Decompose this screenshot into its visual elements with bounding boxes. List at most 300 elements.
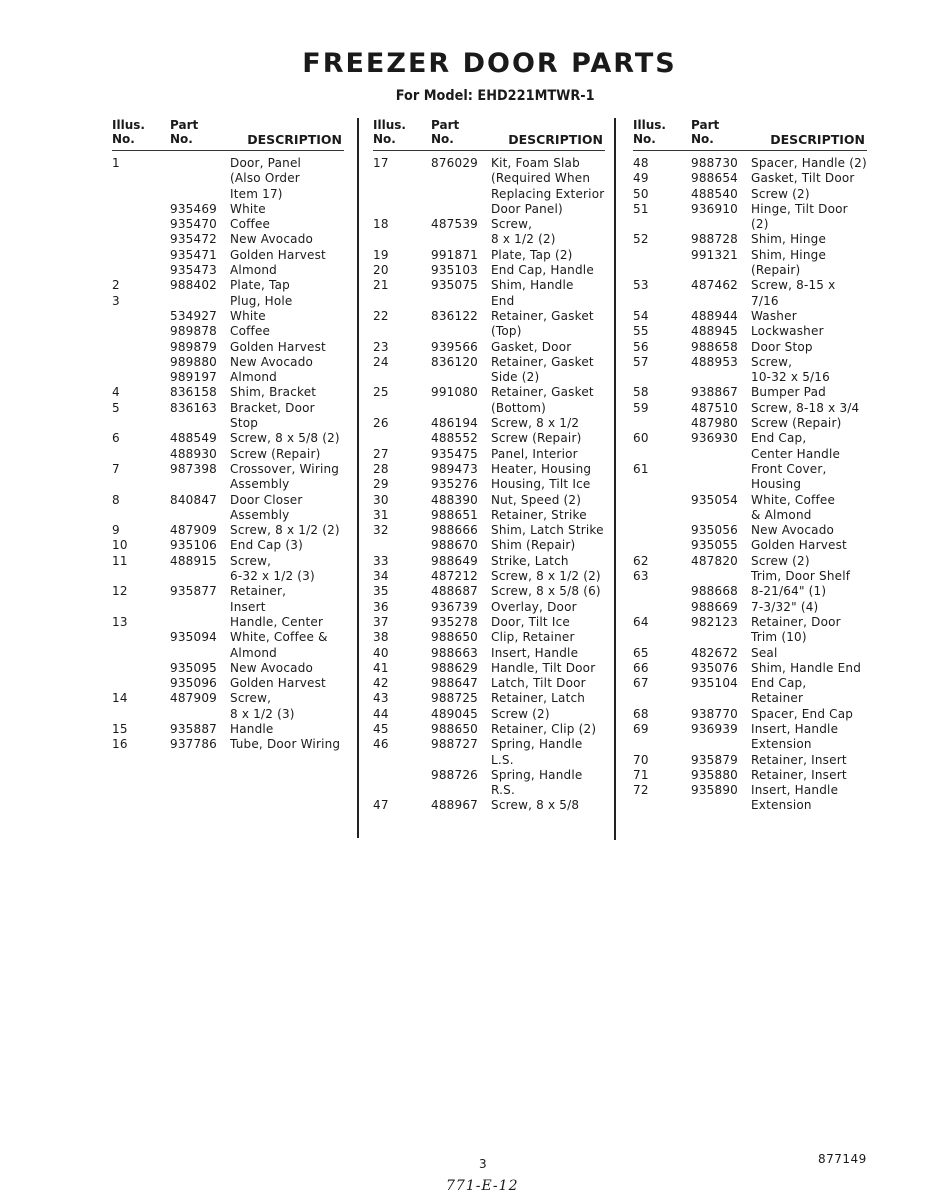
part-description: Almond [230,370,277,385]
part-description: Insert, Handle Extension [751,783,839,813]
part-description: New Avocado [751,523,835,538]
part-description: Spacer, Handle (2) [751,156,867,170]
part-description: Trim, Door Shelf [751,569,851,584]
part-description: Door Stop [751,339,813,354]
table-row [112,401,344,432]
table-row [633,156,867,171]
part-number: 487980 [691,416,739,431]
table-row [633,248,867,279]
part-number: 840847 [170,492,218,507]
part-number: 836158 [170,385,218,400]
table-row [633,355,867,386]
part-description: Tube, Door Wiring [230,737,341,752]
illus-number: 9 [112,523,120,538]
part-description: End Cap, Handle [491,263,594,278]
part-number: 935469 [170,201,218,216]
illus-number: 6 [112,431,120,446]
illus-number: 62 [633,553,649,568]
illus-number [112,340,170,355]
part-description: Screw, 6-32 x 1/2 (3) [230,553,315,584]
table-row [373,477,605,492]
table-row [112,615,344,630]
header-part-no [691,118,719,146]
part-number: 935879 [691,752,739,767]
table-row [633,431,867,462]
illus-number: 50 [633,186,649,201]
illus-number [112,202,170,217]
part-number: 988650 [431,721,479,736]
header-illus-no [633,118,666,146]
table-row [633,385,867,400]
illus-number: 19 [373,247,389,262]
parts-rows [112,156,344,753]
part-number: 935056 [691,523,739,538]
part-description: Shim, Hinge [751,232,827,247]
part-number: 988663 [431,645,479,660]
illus-number [633,584,691,599]
illus-number: 32 [373,523,389,538]
illus-number: 71 [633,767,649,782]
illus-number: 61 [633,461,649,476]
part-number: 935076 [691,660,739,675]
part-number: 488953 [691,354,739,369]
part-description: Panel, Interior [491,446,578,461]
table-row [373,661,605,676]
header-part-line2: No. [170,132,193,146]
table-row [633,202,867,233]
part-description: Latch, Tilt Door [491,676,586,691]
header-illus-line2: No. [112,132,135,146]
table-row [373,508,605,523]
table-row [112,462,344,493]
part-description: Clip, Retainer [491,630,575,645]
table-row [112,370,344,385]
table-row [112,676,344,691]
part-number: 935472 [170,232,218,247]
part-description: Overlay, Door [491,599,577,614]
part-number: 988727 [431,737,479,752]
table-row [633,232,867,247]
illus-number: 26 [373,416,389,431]
part-number: 487212 [431,569,479,584]
part-description: 7-3/32" (4) [751,599,819,614]
part-number: 936739 [431,599,479,614]
part-number: 989473 [431,461,479,476]
table-row [373,156,605,217]
illus-number: 54 [633,308,649,323]
parts-rows [373,156,605,814]
table-row [633,538,867,553]
part-number: 836122 [431,308,479,323]
part-description: Housing, Tilt Ice [491,477,591,492]
part-description: Door, Panel (Also Order Item 17) [230,156,302,201]
part-number: 935103 [431,263,479,278]
part-description: New Avocado [230,354,314,369]
part-description: Retainer, Clip (2) [491,721,597,736]
part-number: 935877 [170,584,218,599]
part-number: 988730 [691,156,739,170]
part-description: Almond [230,263,277,278]
table-row [112,156,344,202]
part-number: 935055 [691,538,739,553]
table-row [112,355,344,370]
illus-number: 31 [373,507,389,522]
part-description: Door Closer Assembly [230,492,303,522]
part-number [170,294,230,309]
column-divider [614,118,616,840]
illus-number: 25 [373,385,389,400]
header-illus-no [112,118,145,146]
part-number: 487820 [691,553,739,568]
table-row [112,340,344,355]
part-description: Door, Tilt Ice [491,614,570,629]
table-row [373,691,605,706]
table-row [112,630,344,661]
part-number: 935054 [691,492,739,507]
illus-number: 52 [633,232,649,247]
part-number: 938867 [691,385,739,400]
illus-number: 45 [373,721,389,736]
part-number: 534927 [170,308,218,323]
part-description: Screw (Repair) [230,446,321,461]
part-number: 935473 [170,263,218,278]
illus-number: 67 [633,676,649,691]
illus-number: 41 [373,660,389,675]
part-description: Plate, Tap [230,278,290,293]
illus-number: 2 [112,278,120,293]
illus-number: 10 [112,538,128,553]
part-number: 989880 [170,354,218,369]
part-number: 937786 [170,737,218,752]
table-row [112,584,344,615]
table-row [112,324,344,339]
table-row [633,324,867,339]
illus-number [112,355,170,370]
illus-number: 57 [633,354,649,369]
part-number: 988725 [431,691,479,706]
part-number: 988654 [691,171,739,186]
part-description: Gasket, Tilt Door [751,171,855,186]
table-row [633,615,867,646]
part-description: New Avocado [230,660,314,675]
header-part-line1: Part [691,118,720,132]
part-number: 488967 [431,798,479,813]
part-number: 991080 [431,385,479,400]
table-row [633,523,867,538]
illus-number [112,661,170,676]
part-number: 487462 [691,278,739,293]
illus-number [373,538,431,553]
part-description: Nut, Speed (2) [491,492,582,507]
table-row [373,462,605,477]
table-row [373,737,605,768]
illus-number [112,309,170,324]
part-description: Spacer, End Cap [751,706,854,721]
part-number: 989878 [170,324,218,339]
table-row [373,538,605,553]
part-description: Retainer, Gasket (Bottom) [491,385,594,415]
part-description: Screw (Repair) [751,416,842,431]
parts-column-2 [373,118,605,814]
part-number: 936910 [691,201,739,216]
part-number: 982123 [691,614,739,629]
illus-number: 40 [373,645,389,660]
part-number: 935095 [170,660,218,675]
illus-number: 17 [373,156,389,170]
illus-number [112,263,170,278]
illus-number: 20 [373,263,389,278]
table-row [112,202,344,217]
header-part-line2: No. [431,132,454,146]
part-description: Coffee [230,324,271,339]
table-row [633,722,867,753]
illus-number [112,447,170,462]
part-description: Gasket, Door [491,339,572,354]
table-row [112,263,344,278]
header-part-line1: Part [170,118,199,132]
part-number: 988726 [431,767,479,782]
part-description: Screw, 8 x 1/2 (3) [230,691,295,721]
illus-number: 60 [633,431,649,446]
part-description: Insert, Handle Extension [751,721,839,752]
column-header [112,118,344,151]
part-number: 987398 [170,461,218,476]
illus-number [633,538,691,553]
illus-number: 1 [112,156,120,170]
part-number: 836120 [431,354,479,369]
parts-column-3 [633,118,867,814]
table-row [633,661,867,676]
table-row [112,232,344,247]
table-row [373,569,605,584]
part-description: Shim, Hinge (Repair) [751,247,827,278]
illus-number: 13 [112,614,128,629]
illus-number [633,523,691,538]
table-row [633,569,867,584]
illus-number: 29 [373,477,389,492]
part-description: Crossover, Wiring Assembly [230,461,340,492]
part-number: 488915 [170,553,218,568]
part-number: 489045 [431,706,479,721]
table-row [633,768,867,783]
part-number: 988649 [431,553,479,568]
table-row [633,707,867,722]
table-row [373,798,605,813]
header-description: DESCRIPTION [247,132,342,147]
table-row [112,523,344,538]
part-number: 935278 [431,614,479,629]
part-description: Screw, 8-15 x 7/16 [751,278,836,308]
illus-number: 59 [633,400,649,415]
part-description: Retainer, Door Trim (10) [751,614,841,645]
table-row [112,538,344,553]
part-number: 989197 [170,370,218,385]
table-row [633,783,867,814]
table-row [633,646,867,661]
part-number: 988658 [691,339,739,354]
illus-number: 70 [633,752,649,767]
illus-number [373,431,431,446]
part-description: Screw (Repair) [491,431,582,446]
column-header [633,118,867,151]
part-description: Spring, Handle R.S. [491,767,583,798]
illus-number [112,232,170,247]
table-row [112,722,344,737]
part-description: Retainer, Strike [491,507,587,522]
part-number: 936939 [691,721,739,736]
part-description: 8-21/64" (1) [751,584,827,599]
part-number [691,569,751,584]
part-description: Heater, Housing [491,461,592,476]
parts-column-1 [112,118,344,753]
table-row [373,431,605,446]
illus-number: 68 [633,706,649,721]
part-number [170,156,230,202]
table-row [633,401,867,416]
part-number: 935075 [431,278,479,293]
part-number: 935887 [170,721,218,736]
table-row [373,630,605,645]
illus-number: 38 [373,630,389,645]
table-row [373,554,605,569]
illus-number: 18 [373,217,389,232]
illus-number: 21 [373,278,389,293]
table-row [373,646,605,661]
part-description: Shim, Handle End [751,660,862,675]
table-row [112,737,344,752]
part-number: 935471 [170,247,218,262]
part-number: 488549 [170,431,218,446]
table-row [373,600,605,615]
part-number: 488945 [691,324,739,339]
part-number: 876029 [431,156,479,170]
illus-number [373,768,431,799]
part-number: 488552 [431,431,479,446]
illus-number: 34 [373,569,389,584]
part-number: 938770 [691,706,739,721]
part-number: 487539 [431,217,479,232]
illus-number [633,600,691,615]
part-number: 988629 [431,660,479,675]
part-description: Screw, 8-18 x 3/4 [751,400,860,415]
table-row [112,294,344,309]
illus-number: 36 [373,599,389,614]
table-row [633,753,867,768]
part-description: Lockwasher [751,324,824,339]
part-description: Screw, 8 x 1/2 (2) [230,523,340,538]
table-row [373,355,605,386]
part-number: 487909 [170,523,218,538]
part-number [170,615,230,630]
table-row [373,523,605,538]
table-row [112,309,344,324]
part-description: Screw, 8 x 1/2 (2) [491,217,556,247]
part-number: 488930 [170,446,218,461]
part-description: Screw (2) [751,186,810,201]
illus-number [112,676,170,691]
document-code: 877149 [818,1152,867,1166]
illus-number: 66 [633,660,649,675]
parts-rows [633,156,867,814]
illus-number: 35 [373,584,389,599]
header-illus-line1: Illus. [373,118,406,132]
part-number: 988728 [691,232,739,247]
illus-number [633,493,691,524]
illus-number: 55 [633,324,649,339]
part-description: Golden Harvest [230,247,326,262]
table-row [112,661,344,676]
header-illus-no [373,118,406,146]
part-description: Screw, 8 x 5/8 (2) [230,431,340,446]
table-row [373,584,605,599]
illus-number: 24 [373,354,389,369]
table-row [633,584,867,599]
part-description: Bracket, Door Stop [230,400,315,431]
part-number: 935470 [170,217,218,232]
part-description: Strike, Latch [491,553,569,568]
illus-number: 11 [112,553,128,568]
part-description: Handle [230,721,274,736]
table-row [373,309,605,340]
illus-number: 4 [112,385,120,400]
illus-number: 43 [373,691,389,706]
part-number: 935475 [431,446,479,461]
illus-number: 14 [112,691,128,706]
illus-number: 5 [112,400,120,415]
part-description: White, Coffee & Almond [751,492,836,522]
part-number: 488540 [691,186,739,201]
table-row [112,278,344,293]
part-description: Retainer, Latch [491,691,586,706]
part-number: 988668 [691,584,739,599]
part-number: 488944 [691,308,739,323]
part-number: 935094 [170,630,218,645]
table-row [633,309,867,324]
header-illus-line2: No. [373,132,396,146]
table-row [112,447,344,462]
part-description: End Cap, Retainer [751,676,807,706]
page-title: FREEZER DOOR PARTS [302,48,677,79]
part-description: Spring, Handle L.S. [491,737,583,767]
part-number: 939566 [431,339,479,354]
table-row [373,707,605,722]
part-description: Golden Harvest [230,339,326,354]
illus-number: 46 [373,737,389,752]
part-description: Screw, 8 x 1/2 [491,416,580,431]
part-description: White [230,308,266,323]
part-description: Screw (2) [491,706,550,721]
illus-number: 72 [633,783,649,798]
table-row [373,768,605,799]
table-row [373,676,605,691]
table-row [633,416,867,431]
illus-number [633,248,691,279]
illus-number: 12 [112,584,128,599]
part-description: Golden Harvest [751,538,847,553]
part-number: 488687 [431,584,479,599]
part-description: End Cap (3) [230,538,303,553]
part-number: 935104 [691,676,739,691]
illus-number: 22 [373,308,389,323]
table-row [633,278,867,309]
illus-number: 16 [112,737,128,752]
header-illus-line1: Illus. [633,118,666,132]
illus-number: 51 [633,201,649,216]
illus-number: 47 [373,798,389,813]
part-number: 988402 [170,278,218,293]
table-row [112,691,344,722]
illus-number [112,324,170,339]
